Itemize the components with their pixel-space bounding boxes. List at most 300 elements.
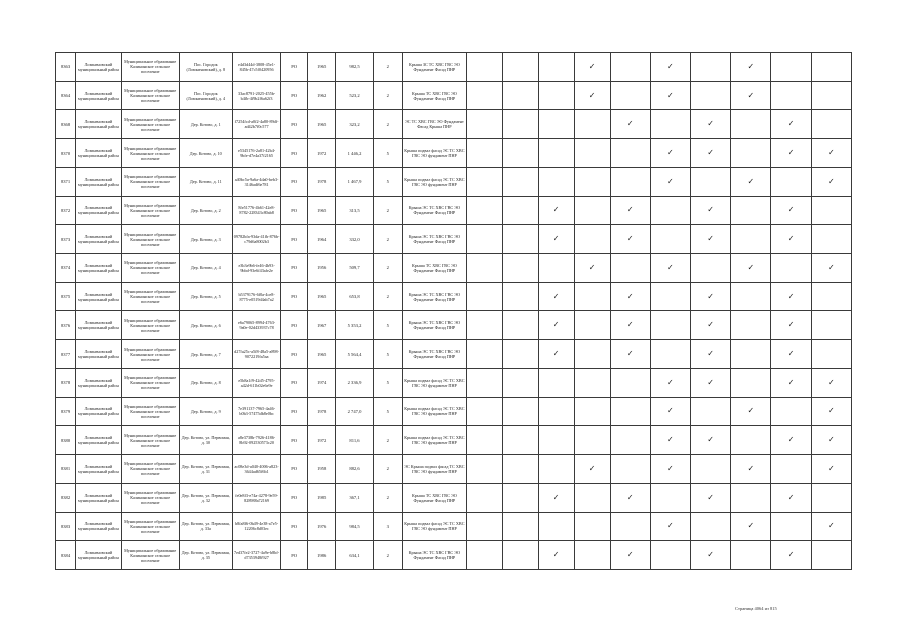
check-cell-5 [610, 311, 650, 340]
check-cell-7 [691, 225, 731, 254]
checkmark-icon: ✓ [588, 463, 596, 473]
check-cell-5 [610, 340, 650, 369]
check-cell-2 [502, 311, 538, 340]
type-cell: РО [281, 282, 307, 311]
table-row [56, 483, 852, 512]
checkmark-icon: ✓ [827, 463, 835, 473]
row-id: 8377 [56, 340, 76, 369]
check-cell-3 [538, 53, 574, 82]
row-id: 8383 [56, 512, 76, 541]
area-cell: 2 747,0 [336, 397, 373, 426]
check-cell-10 [811, 110, 851, 139]
check-cell-10 [811, 225, 851, 254]
address-cell: Дер. Котово, д. 1 [179, 110, 232, 139]
checkmark-icon: ✓ [667, 90, 674, 100]
works-cell: Крыша ЭС ТС ХВС ГВС ЭО Фундамент Фасад ПНР [403, 311, 467, 340]
year-cell: 1958 [307, 455, 336, 484]
type-cell: РО [281, 340, 307, 369]
check-cell-10 [811, 167, 851, 196]
check-cell-9 [771, 196, 811, 225]
floors-cell: 2 [373, 426, 403, 455]
address-cell: Дер. Котово, д. 4 [179, 254, 232, 283]
check-cell-2 [502, 196, 538, 225]
check-cell-9 [771, 541, 811, 570]
check-cell-8 [731, 139, 771, 168]
municipality-cell: Муниципальное образование Калининское сельское поселение [121, 340, 179, 369]
check-cell-5 [610, 139, 650, 168]
check-cell-8 [731, 254, 771, 283]
row-id: 8380 [56, 426, 76, 455]
check-cell-5 [610, 368, 650, 397]
check-cell-7 [691, 282, 731, 311]
check-cell-7 [691, 53, 731, 82]
municipality-cell: Муниципальное образование Калининское сельское поселение [121, 139, 179, 168]
check-cell-3 [538, 110, 574, 139]
floors-cell: 2 [373, 254, 403, 283]
works-cell: Крыша ЭС ТС ХВС ГВС ЭО Фундамент Фасад ПНР [403, 282, 467, 311]
table-row [56, 455, 852, 484]
area-cell: 523,2 [336, 81, 373, 110]
check-cell-7 [691, 311, 731, 340]
row-id: 8382 [56, 483, 76, 512]
check-cell-2 [502, 110, 538, 139]
check-cell-4 [574, 541, 610, 570]
check-cell-5 [610, 254, 650, 283]
check-cell-10 [811, 368, 851, 397]
check-cell-8 [731, 225, 771, 254]
area-cell: 984,5 [336, 512, 373, 541]
check-cell-6 [650, 512, 690, 541]
district-cell: Лозиненовский муниципальный район [76, 368, 122, 397]
checkmark-icon: ✓ [552, 492, 560, 502]
check-cell-5 [610, 483, 650, 512]
check-cell-5 [610, 512, 650, 541]
check-cell-4 [574, 311, 610, 340]
check-cell-6 [650, 110, 690, 139]
district-cell: Лозиненовский муниципальный район [76, 196, 122, 225]
check-cell-7 [691, 455, 731, 484]
table-row [56, 254, 852, 283]
check-cell-7 [691, 368, 731, 397]
municipality-cell: Муниципальное образование Калининское сельское поселение [121, 53, 179, 82]
address-cell: Дер. Котово, ул. Первомая, д. 31 [179, 455, 232, 484]
check-cell-5 [610, 455, 650, 484]
floors-cell: 3 [373, 512, 403, 541]
works-cell: ЭС Крыша подвал фасад ТС ХВС ГВС ЭО фундамент ПНР [403, 455, 467, 484]
check-cell-6 [650, 311, 690, 340]
municipality-cell: Муниципальное образование Калининское сельское поселение [121, 483, 179, 512]
works-cell: Крыша подвал фасад ЭС ТС ХВС ГВС ЭО фундамент ПНР [403, 397, 467, 426]
floors-cell: 2 [373, 196, 403, 225]
checkmark-icon: ✓ [827, 377, 835, 387]
check-cell-5 [610, 426, 650, 455]
check-cell-10 [811, 282, 851, 311]
type-cell: РО [281, 311, 307, 340]
row-id: 8373 [56, 225, 76, 254]
check-cell-4 [574, 426, 610, 455]
check-cell-1 [466, 167, 502, 196]
check-cell-10 [811, 397, 851, 426]
municipality-cell: Муниципальное образование Калининское сельское поселение [121, 225, 179, 254]
check-cell-6 [650, 254, 690, 283]
check-cell-2 [502, 225, 538, 254]
floors-cell: 2 [373, 53, 403, 82]
address-cell: Дер. Котово, д. 10 [179, 139, 232, 168]
row-id: 8384 [56, 541, 76, 570]
building-code-cell: e6a79065-8994-4763-9a0e-02d433937c78 [232, 311, 281, 340]
check-cell-10 [811, 512, 851, 541]
district-cell: Лозиненовский муниципальный район [76, 81, 122, 110]
checkmark-icon: ✓ [552, 234, 560, 244]
type-cell: РО [281, 81, 307, 110]
type-cell: РО [281, 225, 307, 254]
floors-cell: 5 [373, 340, 403, 369]
check-cell-7 [691, 483, 731, 512]
checkmark-icon: ✓ [787, 291, 795, 301]
check-cell-4 [574, 53, 610, 82]
checkmark-icon: ✓ [707, 349, 714, 359]
check-cell-3 [538, 311, 574, 340]
checkmark-icon: ✓ [626, 550, 634, 560]
row-id: 8364 [56, 81, 76, 110]
check-cell-9 [771, 225, 811, 254]
check-cell-3 [538, 167, 574, 196]
floors-cell: 2 [373, 455, 403, 484]
type-cell: РО [281, 196, 307, 225]
check-cell-4 [574, 512, 610, 541]
check-cell-1 [466, 426, 502, 455]
check-cell-1 [466, 541, 502, 570]
type-cell: РО [281, 53, 307, 82]
municipality-cell: Муниципальное образование Калининское сельское поселение [121, 455, 179, 484]
address-cell: Дер. Котово, д. 8 [179, 368, 232, 397]
building-code-cell: e3b3e9b6-fe46-4b93-9bbd-93e6f43afe2e [232, 254, 281, 283]
check-cell-9 [771, 512, 811, 541]
check-cell-3 [538, 541, 574, 570]
checkmark-icon: ✓ [827, 148, 835, 158]
check-cell-5 [610, 110, 650, 139]
checkmark-icon: ✓ [707, 291, 714, 301]
building-code-cell: 33ac8791-2025-455b-b4fb-4f9b2f6a62f3 [232, 81, 281, 110]
check-cell-9 [771, 368, 811, 397]
address-cell: Дер. Котово, ул. Первомая, д. 33а [179, 512, 232, 541]
works-cell: Крыша подвал фасад ЭС ТС ХВС ГВС ЭО фундамент ПНР [403, 368, 467, 397]
works-cell: Крыша подвал фасад ЭС ТС ХВС ГВС ЭО фундамент ПНР [403, 512, 467, 541]
table-row [56, 110, 852, 139]
row-id: 8368 [56, 110, 76, 139]
municipality-cell: Муниципальное образование Калининское сельское поселение [121, 196, 179, 225]
checkmark-icon: ✓ [707, 205, 714, 215]
check-cell-8 [731, 110, 771, 139]
building-code-cell: e4d3d44d-3808-45e1-845b-47c5f0420956 [232, 53, 281, 82]
check-cell-5 [610, 225, 650, 254]
checkmark-icon: ✓ [588, 90, 596, 100]
area-cell: 332,0 [336, 225, 373, 254]
table-row [56, 167, 852, 196]
year-cell: 1985 [307, 483, 336, 512]
check-cell-7 [691, 81, 731, 110]
checkmark-icon: ✓ [626, 205, 634, 215]
check-cell-3 [538, 426, 574, 455]
check-cell-3 [538, 139, 574, 168]
checkmark-icon: ✓ [787, 119, 795, 129]
checkmark-icon: ✓ [707, 320, 714, 330]
type-cell: РО [281, 541, 307, 570]
works-cell: Крыша подвал фасад ЭС ТС ХВС ГВС ЭО фундамент ПНР [403, 426, 467, 455]
year-cell: 1986 [307, 541, 336, 570]
check-cell-6 [650, 225, 690, 254]
check-cell-2 [502, 368, 538, 397]
check-cell-7 [691, 139, 731, 168]
check-cell-7 [691, 167, 731, 196]
check-cell-3 [538, 282, 574, 311]
check-cell-1 [466, 225, 502, 254]
check-cell-8 [731, 368, 771, 397]
address-cell: Пос. Городок (Лозиненовский), д. 4 [179, 81, 232, 110]
floors-cell: 2 [373, 225, 403, 254]
floors-cell: 2 [373, 81, 403, 110]
municipality-cell: Муниципальное образование Калининское сельское поселение [121, 541, 179, 570]
checkmark-icon: ✓ [707, 492, 714, 502]
check-cell-10 [811, 455, 851, 484]
checkmark-icon: ✓ [827, 176, 835, 186]
register-rows [56, 53, 852, 570]
check-cell-6 [650, 483, 690, 512]
municipality-cell: Муниципальное образование Калининское сельское поселение [121, 81, 179, 110]
check-cell-4 [574, 196, 610, 225]
table-row [56, 397, 852, 426]
address-cell: Дер. Котово, д. 3 [179, 225, 232, 254]
check-cell-3 [538, 225, 574, 254]
floors-cell: 5 [373, 139, 403, 168]
check-cell-7 [691, 110, 731, 139]
checkmark-icon: ✓ [787, 435, 795, 445]
row-id: 8371 [56, 167, 76, 196]
municipality-cell: Муниципальное образование Калининское сельское поселение [121, 512, 179, 541]
check-cell-5 [610, 167, 650, 196]
check-cell-6 [650, 167, 690, 196]
area-cell: 634,1 [336, 541, 373, 570]
check-cell-10 [811, 483, 851, 512]
checkmark-icon: ✓ [747, 406, 755, 416]
check-cell-8 [731, 397, 771, 426]
area-cell: 882,6 [336, 455, 373, 484]
check-cell-2 [502, 512, 538, 541]
type-cell: РО [281, 368, 307, 397]
check-cell-9 [771, 81, 811, 110]
works-cell: Крыша ТС ХВС ГВС ЭО Фундамент Фасад ПНР [403, 483, 467, 512]
municipality-cell: Муниципальное образование Калининское сельское поселение [121, 368, 179, 397]
check-cell-9 [771, 311, 811, 340]
district-cell: Лозиненовский муниципальный район [76, 225, 122, 254]
checkmark-icon: ✓ [827, 435, 835, 445]
type-cell: РО [281, 426, 307, 455]
address-cell: Дер. Котово, д. 9 [179, 397, 232, 426]
building-code-cell: b8fa8f6-0b49-4e38-a7e5-12206c8d03ec [232, 512, 281, 541]
table-row [56, 340, 852, 369]
year-cell: 1962 [307, 81, 336, 110]
row-id: 8363 [56, 53, 76, 82]
floors-cell: 2 [373, 483, 403, 512]
checkmark-icon: ✓ [588, 61, 596, 71]
building-code-cell: f7254fcd-a0f2-4a80-89df-ad42b7f0c577 [232, 110, 281, 139]
checkmark-icon: ✓ [667, 463, 674, 473]
check-cell-10 [811, 139, 851, 168]
checkmark-icon: ✓ [667, 61, 674, 71]
address-cell: Дер. Котово, д. 6 [179, 311, 232, 340]
checkmark-icon: ✓ [626, 119, 634, 129]
address-cell: Дер. Котово, ул. Первомая, д. 30 [179, 426, 232, 455]
check-cell-1 [466, 110, 502, 139]
checkmark-icon: ✓ [626, 320, 634, 330]
district-cell: Лозиненовский муниципальный район [76, 167, 122, 196]
district-cell: Лозиненовский муниципальный район [76, 541, 122, 570]
check-cell-8 [731, 53, 771, 82]
check-cell-3 [538, 340, 574, 369]
checkmark-icon: ✓ [552, 349, 560, 359]
address-cell: Дер. Котово, ул. Первомая, д. 35 [179, 541, 232, 570]
check-cell-7 [691, 397, 731, 426]
check-cell-2 [502, 426, 538, 455]
check-cell-2 [502, 254, 538, 283]
checkmark-icon: ✓ [707, 550, 714, 560]
checkmark-icon: ✓ [707, 234, 714, 244]
checkmark-icon: ✓ [747, 521, 755, 531]
type-cell: РО [281, 455, 307, 484]
check-cell-9 [771, 282, 811, 311]
table-row [56, 53, 852, 82]
checkmark-icon: ✓ [667, 435, 674, 445]
works-cell: ЭС ТС ХВС ГВС ЭО Фундамент Фасад Крыша ПНР [403, 110, 467, 139]
check-cell-6 [650, 426, 690, 455]
building-code-cell: e5345176-2a81-42b4-9bfe-d7e4a37f2165 [232, 139, 281, 168]
municipality-cell: Муниципальное образование Калининское сельское поселение [121, 311, 179, 340]
check-cell-1 [466, 368, 502, 397]
checkmark-icon: ✓ [787, 377, 795, 387]
table-row [56, 368, 852, 397]
check-cell-5 [610, 282, 650, 311]
check-cell-1 [466, 340, 502, 369]
checkmark-icon: ✓ [787, 349, 795, 359]
checkmark-icon: ✓ [626, 349, 634, 359]
address-cell: Дер. Котово, д. 5 [179, 282, 232, 311]
check-cell-5 [610, 397, 650, 426]
checkmark-icon: ✓ [707, 435, 714, 445]
check-cell-10 [811, 541, 851, 570]
building-code-cell: 8fe51776-4b61-42e8-8782-228343c80ab8 [232, 196, 281, 225]
checkmark-icon: ✓ [787, 550, 795, 560]
check-cell-3 [538, 368, 574, 397]
check-cell-4 [574, 340, 610, 369]
check-cell-9 [771, 167, 811, 196]
check-cell-9 [771, 110, 811, 139]
area-cell: 653,8 [336, 282, 373, 311]
check-cell-7 [691, 254, 731, 283]
year-cell: 1972 [307, 139, 336, 168]
year-cell: 1965 [307, 110, 336, 139]
check-cell-1 [466, 397, 502, 426]
type-cell: РО [281, 254, 307, 283]
check-cell-10 [811, 426, 851, 455]
check-cell-5 [610, 541, 650, 570]
area-cell: 5 353,2 [336, 311, 373, 340]
area-cell: 367,1 [336, 483, 373, 512]
district-cell: Лозиненовский муниципальный район [76, 340, 122, 369]
floors-cell: 5 [373, 167, 403, 196]
check-cell-4 [574, 368, 610, 397]
checkmark-icon: ✓ [707, 377, 714, 387]
check-cell-4 [574, 254, 610, 283]
check-cell-1 [466, 282, 502, 311]
check-cell-3 [538, 81, 574, 110]
district-cell: Лозиненовский муниципальный район [76, 397, 122, 426]
building-code-cell: e5b8a1f9-42d5-4795-a42d-611b02e6e9e [232, 368, 281, 397]
check-cell-4 [574, 225, 610, 254]
check-cell-4 [574, 455, 610, 484]
row-id: 8374 [56, 254, 76, 283]
works-cell: Крыша подвал фасад ЭС ТС ХВС ГВС ЭО фундамент ПНР [403, 139, 467, 168]
row-id: 8370 [56, 139, 76, 168]
check-cell-1 [466, 254, 502, 283]
page-footer: Страница 4064 из 815 [735, 606, 777, 611]
checkmark-icon: ✓ [667, 148, 674, 158]
year-cell: 1965 [307, 282, 336, 311]
works-cell: Крыша ТС ХВС ГВС ЭО Фундамент Фасад ПНР [403, 254, 467, 283]
checkmark-icon: ✓ [787, 492, 795, 502]
check-cell-2 [502, 139, 538, 168]
checkmark-icon: ✓ [552, 550, 560, 560]
check-cell-6 [650, 196, 690, 225]
area-cell: 1 446,2 [336, 139, 373, 168]
check-cell-3 [538, 483, 574, 512]
check-cell-1 [466, 512, 502, 541]
floors-cell: 2 [373, 282, 403, 311]
checkmark-icon: ✓ [787, 320, 795, 330]
year-cell: 1964 [307, 225, 336, 254]
area-cell: 982,5 [336, 53, 373, 82]
type-cell: РО [281, 139, 307, 168]
check-cell-2 [502, 455, 538, 484]
area-cell: 2 336,9 [336, 368, 373, 397]
check-cell-10 [811, 53, 851, 82]
district-cell: Лозиненовский муниципальный район [76, 110, 122, 139]
works-cell: Крыша подвал фасад ЭС ТС ХВС ГВС ЭО фундамент ПНР [403, 167, 467, 196]
check-cell-6 [650, 53, 690, 82]
row-id: 8375 [56, 282, 76, 311]
check-cell-2 [502, 483, 538, 512]
check-cell-1 [466, 483, 502, 512]
checkmark-icon: ✓ [787, 234, 795, 244]
year-cell: 1956 [307, 254, 336, 283]
address-cell: Дер. Котово, д. 2 [179, 196, 232, 225]
check-cell-3 [538, 196, 574, 225]
district-cell: Лозиненовский муниципальный район [76, 311, 122, 340]
check-cell-4 [574, 483, 610, 512]
check-cell-7 [691, 541, 731, 570]
type-cell: РО [281, 397, 307, 426]
check-cell-4 [574, 81, 610, 110]
check-cell-8 [731, 196, 771, 225]
year-cell: 1978 [307, 167, 336, 196]
checkmark-icon: ✓ [787, 148, 795, 158]
floors-cell: 5 [373, 397, 403, 426]
check-cell-9 [771, 455, 811, 484]
check-cell-3 [538, 512, 574, 541]
checkmark-icon: ✓ [667, 406, 674, 416]
district-cell: Лозиненовский муниципальный район [76, 426, 122, 455]
works-cell: Крыша ЭС ТС ХВС ГВС ЭО Фундамент Фасад ПНР [403, 225, 467, 254]
municipality-cell: Муниципальное образование Калининское сельское поселение [121, 282, 179, 311]
